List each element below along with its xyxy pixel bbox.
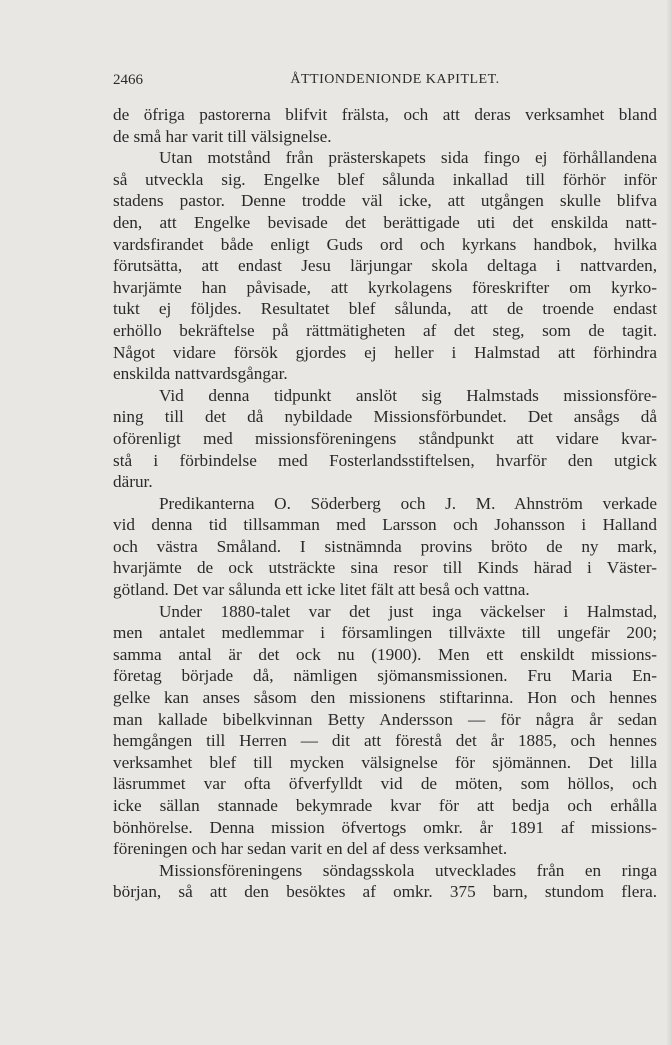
page-header: [113, 72, 657, 92]
text-line: Under 1880-talet var det just inga väckelser i Halmstad,: [159, 601, 657, 621]
text-line: Vid denna tidpunkt anslöt sig Halmstads missionsföre-: [159, 385, 657, 405]
text-line: den, att Engelke bevisade det berättigade uti det enskilda natt-: [113, 212, 657, 232]
text-line: läsrummet var ofta öfverfylldt vid de möten, som höllos, och: [113, 774, 657, 794]
text-line: gelke kan anses såsom den missionens stiftarinna. Hon och hennes: [113, 688, 657, 708]
running-title: ÅTTIONDENIONDE KAPITLET.: [290, 72, 500, 87]
text-line: enskilda nattvardsgångar.: [113, 364, 288, 384]
text-line: man kallade bibelkvinnan Betty Andersson — för några år sedan: [113, 709, 657, 729]
text-line: ning till det då nybildade Missionsförbundet. Det ansågs då: [113, 407, 657, 427]
text-line: hvarjämte de ock utsträckte sina resor till Kinds härad i Väster-: [113, 558, 657, 578]
body-text: [113, 104, 657, 903]
text-line: föreningen och har sedan varit en del af dess verksamhet.: [113, 839, 508, 859]
text-line: och västra Småland. I sistnämnda provins bröto de ny mark,: [113, 536, 657, 556]
text-line: hemgången till Herren — dit att förestå det år 1885, och hennes: [113, 731, 657, 751]
text-line: de små har varit till välsignelse.: [113, 126, 332, 146]
text-line: samma antal är det ock nu (1900). Men ett enskildt missions-: [113, 644, 657, 664]
text-line: erhöllo bekräftelse på rättmätigheten af det steg, som de tagit.: [113, 320, 657, 340]
text-line: oförenligt med missionsföreningens ståndpunkt att vidare kvar-: [113, 428, 657, 448]
text-line: vardsfirandet både enligt Guds ord och kyrkans handbok, hvilka: [113, 234, 657, 254]
text-line: stadens pastor. Denne trodde väl icke, att utgången skulle blifva: [113, 191, 657, 211]
text-line: början, så att den besöktes af omkr. 375 barn, stundom flera.: [113, 882, 657, 902]
text-line: företag började då, nämligen sjömansmissionen. Fru Maria En-: [113, 666, 657, 686]
text-line: Missionsföreningens söndagsskola utvecklades från en ringa: [159, 860, 657, 880]
text-line: icke sällan stannade bekymrade kvar för att bedja och erhålla: [113, 796, 657, 815]
text-line: tukt ej följdes. Resultatet blef sålunda, att de troende endast: [113, 299, 657, 319]
text-line: Utan motstånd från prästerskapets sida fingo ej förhållandena: [159, 148, 657, 168]
text-line: Predikanterna O. Söderberg och J. M. Ahnström verkade: [159, 493, 657, 513]
text-line: vid denna tid tillsamman med Larsson och Johansson i Halland: [113, 515, 657, 535]
text-line: hvarjämte han påvisade, att kyrkolagens föreskrifter om kyrko-: [113, 277, 657, 297]
text-line: så utveckla sig. Engelke blef sålunda inkallad till förhör inför: [113, 169, 657, 189]
text-line: förutsätta, att endast Jesu lärjungar skola deltaga i nattvarden,: [113, 256, 657, 276]
text-line: Något vidare försök gjordes ej heller i Halmstad att förhindra: [113, 342, 657, 362]
page-edge-shadow: [666, 0, 672, 1045]
text-line: de öfriga pastorerna blifvit frälsta, och att deras verksamhet bland: [113, 105, 657, 124]
text-line: men antalet medlemmar i församlingen tillväxte till ungefär 200;: [113, 623, 657, 643]
text-line: därur.: [113, 472, 153, 492]
page-number: 2466: [113, 72, 143, 88]
text-line: götland. Det var sålunda ett icke litet fält att beså och vattna.: [113, 580, 530, 600]
text-line: stå i förbindelse med Fosterlandsstiftelsen, hvarför den utgick: [113, 450, 657, 470]
text-line: verksamhet blef till mycken välsignelse för sjömännen. Det lilla: [113, 752, 657, 772]
text-line: bönhörelse. Denna mission öfvertogs omkr. år 1891 af missions-: [113, 817, 657, 837]
